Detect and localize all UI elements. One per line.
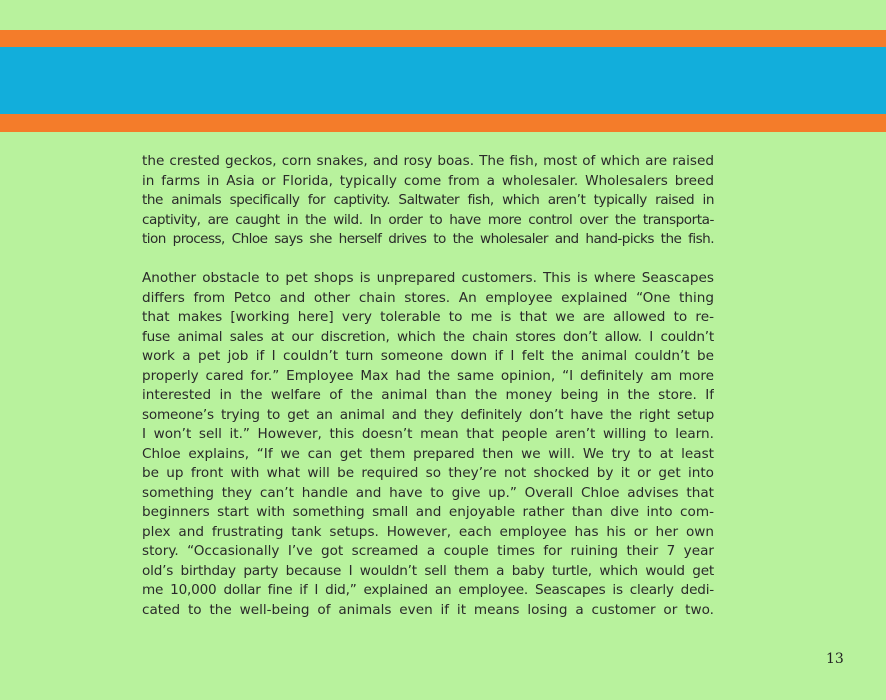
- text-line: in farms in Asia or Florida, typically come from a wholesaler. Wholesalers breed: [142, 172, 714, 189]
- text-line: I won’t sell it.” However, this doesn’t mean that people aren’t willing to learn.: [142, 426, 714, 442]
- text-line: fuse animal sales at our discretion, which the chain stores don’t allow. I couldn’t: [142, 328, 714, 345]
- header-orange-band-top: [0, 30, 886, 47]
- paragraph-2: [142, 269, 714, 620]
- text-line: work a pet job if I couldn’t turn someone down if I felt the animal couldn’t be: [142, 348, 714, 364]
- text-line: tion process, Chloe says she herself drives to the wholesaler and hand-picks the fish.: [142, 231, 714, 247]
- text-line: the animals specifically for captivity. Saltwater fish, which aren’t typically raised in: [142, 192, 714, 208]
- article-body: [142, 152, 714, 620]
- text-line: plex and frustrating tank setups. However, each employee has his or her own: [142, 523, 714, 540]
- header-blue-band: [0, 47, 886, 114]
- text-line: captivity, are caught in the wild. In order to have more control over the transporta-: [142, 211, 714, 228]
- text-line: Another obstacle to pet shops is unprepared customers. This is where Seascapes: [142, 270, 714, 286]
- text-line: old’s birthday party because I wouldn’t sell them a baby turtle, which would get: [142, 562, 714, 579]
- text-line: interested in the welfare of the animal than the money being in the store. If: [142, 387, 714, 403]
- text-line: something they can’t handle and have to give up.” Overall Chloe advises that: [142, 484, 714, 501]
- text-line: properly cared for.” Employee Max had the same opinion, “I definitely am more: [142, 367, 714, 384]
- page-number: 13: [826, 651, 844, 667]
- text-line: someone’s trying to get an animal and they definitely don’t have the right setup: [142, 406, 714, 423]
- text-line: beginners start with something small and enjoyable rather than dive into com-: [142, 504, 714, 520]
- text-line: cated to the well-being of animals even if it means losing a customer or two.: [142, 601, 714, 618]
- text-line: me 10,000 dollar fine if I did,” explained an employee. Seascapes is clearly dedi-: [142, 582, 714, 598]
- header-orange-band-bottom: [0, 114, 886, 132]
- paragraph-1: [142, 152, 714, 250]
- text-line: that makes [working here] very tolerable to me is that we are allowed to re-: [142, 309, 714, 325]
- text-line: Chloe explains, “If we can get them prepared then we will. We try to at least: [142, 445, 714, 462]
- text-line: story. “Occasionally I’ve got screamed a couple times for ruining their 7 year: [142, 543, 714, 559]
- text-line: differs from Petco and other chain stores. An employee explained “One thing: [142, 289, 714, 306]
- text-line: the crested geckos, corn snakes, and rosy boas. The fish, most of which are raised: [142, 153, 714, 169]
- text-line: be up front with what will be required so they’re not shocked by it or get into: [142, 465, 714, 481]
